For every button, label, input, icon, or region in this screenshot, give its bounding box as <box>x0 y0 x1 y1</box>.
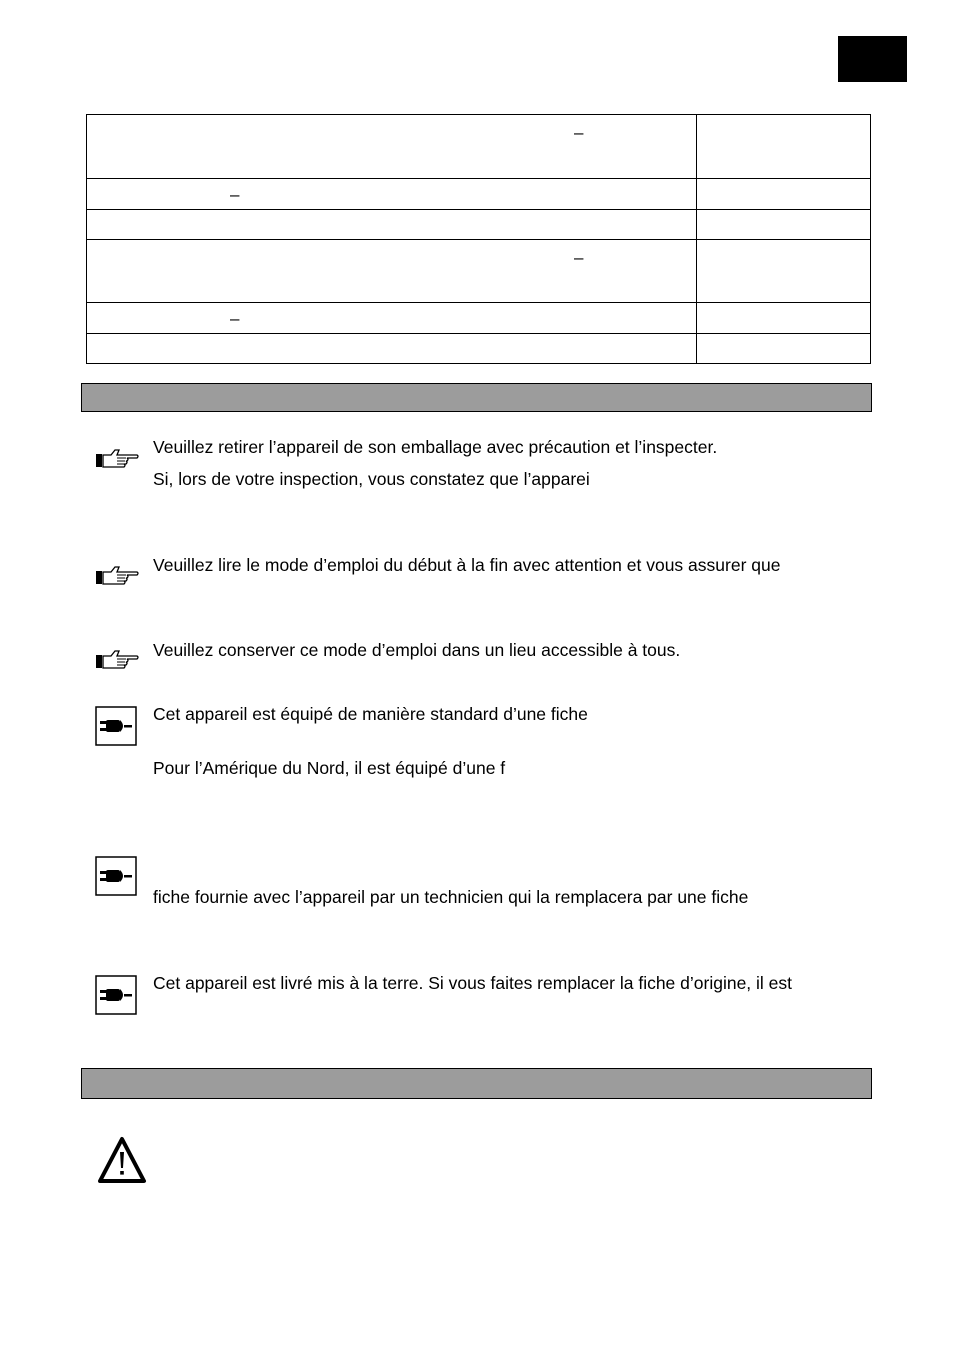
table-cell <box>697 115 871 179</box>
section-header-bar <box>81 1068 872 1099</box>
plug-replace-text: fiche fournie avec l’appareil par un technicien qui la remplacera par une fiche <box>153 887 749 907</box>
table-row <box>87 303 871 334</box>
plug-grounded-text: Cet appareil est livré mis à la terre. Si vous faites remplacer la fiche d’origine, il est <box>153 973 793 993</box>
dash-mark: – <box>574 248 584 267</box>
plug-icon <box>95 706 137 746</box>
table-cell <box>697 179 871 210</box>
plug-north-america-text: Pour l’Amérique du Nord, il est équipé d’une f <box>153 758 506 778</box>
table-row <box>87 240 871 303</box>
table-row <box>87 210 871 240</box>
inspection-instruction: Si, lors de votre inspection, vous constatez que l’apparei <box>153 469 590 489</box>
table-row <box>87 115 871 179</box>
table-cell <box>87 334 697 364</box>
dash-mark: – <box>574 123 584 142</box>
plug-standard-text: Cet appareil est équipé de manière standard d’une fiche <box>153 704 588 724</box>
read-manual-instruction: Veuillez lire le mode d’emploi du début à la fin avec attention et vous assurer que <box>153 555 781 575</box>
table-row <box>87 334 871 364</box>
table-row <box>87 179 871 210</box>
unpack-instruction: Veuillez retirer l’appareil de son emballage avec précaution et l’inspecter. <box>153 437 718 457</box>
keep-manual-instruction: Veuillez conserver ce mode d’emploi dans un lieu accessible à tous. <box>153 640 681 660</box>
table-cell <box>697 240 871 303</box>
table-cell <box>87 210 697 240</box>
table-cell <box>87 115 697 179</box>
table-cell <box>697 334 871 364</box>
section-header-bar <box>81 383 872 412</box>
table-cell <box>87 179 697 210</box>
spec-table <box>86 114 871 364</box>
dash-mark: – <box>230 185 240 204</box>
dash-mark: – <box>230 309 240 328</box>
pointing-hand-icon <box>95 564 141 586</box>
plug-icon <box>95 975 137 1015</box>
page-tab-marker <box>838 36 907 82</box>
pointing-hand-icon <box>95 648 141 670</box>
table-cell <box>87 240 697 303</box>
table-cell <box>87 303 697 334</box>
plug-icon <box>95 856 137 896</box>
table-cell <box>697 210 871 240</box>
table-cell <box>697 303 871 334</box>
warning-triangle-icon <box>97 1136 147 1184</box>
pointing-hand-icon <box>95 447 141 469</box>
